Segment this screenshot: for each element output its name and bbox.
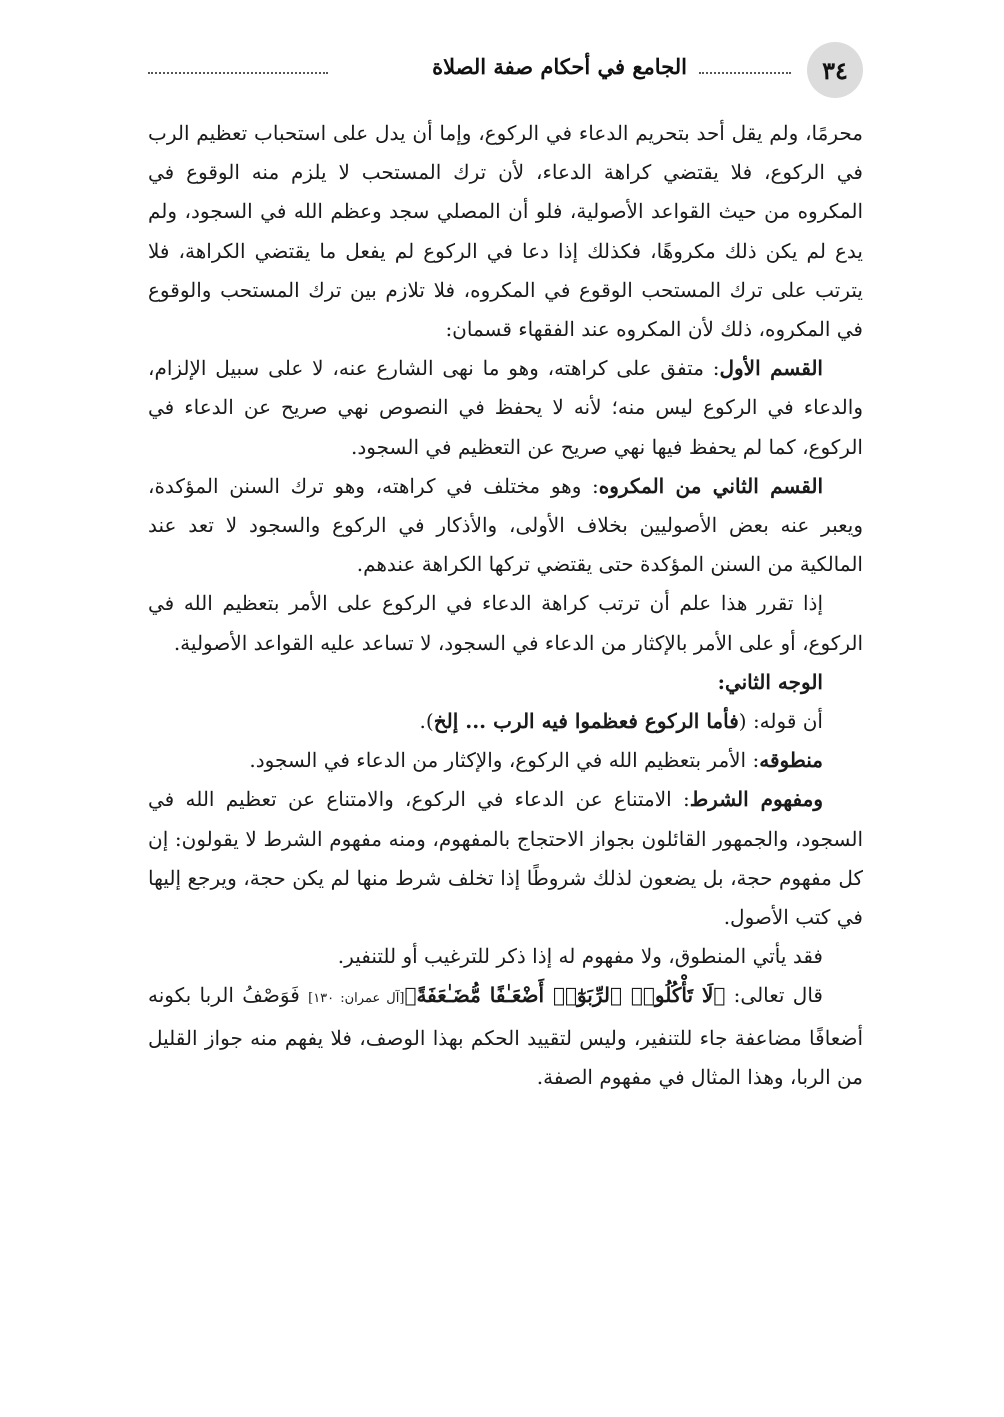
term-explicit-meaning: منطوقه — [759, 748, 823, 773]
paragraph-first-category: القسم الأول: متفق على كراهته، وهو ما نهى الشارع عنه، لا على سبيل الإلزام، والدعاء في الركوع ليس منه؛ لأنه لا يحفظ في النصوص نهي صريح عن الدعاء في الركوع، كما لم يحفظ فيها نهي صريح عن التعظيم في السجود. — [148, 356, 863, 459]
paragraph-no-implication: فقد يأتي المنطوق، ولا مفهوم له إذا ذكر للترغيب أو للتنفير. — [337, 944, 823, 969]
term-conditional-implication: ومفهوم الشرط — [689, 787, 823, 812]
page-number: ٣٤ — [807, 42, 863, 98]
term-first-category: القسم الأول — [719, 356, 823, 381]
section-heading-second-aspect: الوجه الثاني: — [717, 669, 823, 694]
paragraph-explicit-meaning: منطوقه: الأمر بتعظيم الله في الركوع، والإكثار من الدعاء في السجود. — [249, 748, 823, 773]
body-text — [148, 114, 863, 1097]
term-second-category: القسم الثاني من المكروه — [598, 473, 823, 498]
paragraph-second-category: القسم الثاني من المكروه: وهو مختلف في كراهته، وهو ترك السنن المؤكدة، ويعبر عنه بعض الأصوليين بخلاف الأولى، والأذكار في الركوع والسجود لا تعد عند المالكية من السنن المؤكدة حتى يقتضي تركها الكراهة عندهم. — [148, 473, 863, 577]
header-dotted-rule-left — [148, 72, 328, 74]
paragraph-conditional-implication: ومفهوم الشرط: الامتناع عن الدعاء في الركوع، والامتناع عن تعظيم الله في السجود، والجمهور القائلون بجواز الاحتجاج بالمفهوم، ومنه مفهوم الشرط لا يقولون: إن كل مفهوم حجة، بل يضعون لذلك شروطًا إذا تخلف شرط منها لم يكن حجة، ويرجع إليها في كتب الأصول. — [148, 787, 864, 930]
verse-citation: [آل عمران: ١٣٠] — [308, 991, 405, 1007]
page-header — [148, 42, 863, 102]
header-dotted-rule-right — [699, 72, 791, 74]
paragraph-quran-example: قال تعالى: ﴿لَا تَأْكُلُوا۟ ٱلرِّبَوٰٓا۟ أَضْعَـٰفًا مُّضَـٰعَفَةً﴾[آل عمران: ١٣٠] فَوَصْفُ الربا بكونه أضعافًا مضاعفة جاء للتنفير، وليس لتقييد الحكم بهذا الوصف، فلا يفهم منه جواز القليل من الربا، وهذا المثال في مفهوم الصفة. — [148, 983, 863, 1089]
paragraph-hadith-quote: أن قوله: (فأما الركوع فعظموا فيه الرب ... إلخ). — [419, 709, 823, 734]
paragraph-conclusion: إذا تقرر هذا علم أن ترتب كراهة الدعاء في الركوع على الأمر بتعظيم الله في الركوع، أو على الأمر بالإكثار من الدعاء في السجود، لا تساعد عليه القواعد الأصولية. — [148, 591, 863, 655]
quran-verse: ﴿لَا تَأْكُلُوا۟ ٱلرِّبَوٰٓا۟ أَضْعَـٰفًا مُّضَـٰعَفَةً﴾ — [404, 983, 726, 1008]
hadith-quote: فأما الركوع فعظموا فيه الرب ... إلخ — [433, 709, 739, 734]
running-title: الجامع في أحكام صفة الصلاة — [432, 54, 687, 79]
paragraph-continuation: محرمًا، ولم يقل أحد بتحريم الدعاء في الركوع، وإما أن يدل على استحباب تعظيم الرب في الركوع، فلا يقتضي كراهة الدعاء، لأن ترك المستحب لا يلزم منه الوقوع في المكروه من حيث القواعد الأصولية، فلو أن المصلي سجد وعظم الله في السجود، ولم يدع لم يكن ذلك مكروهًا، فكذلك إذا دعا في الركوع لم يفعل ما يقتضي الكراهة، فلا يترتب على ترك المستحب الوقوع في المكروه، فلا تلازم بين ترك المستحب والوقوع في المكروه، ذلك لأن المكروه عند الفقهاء قسمان: — [148, 121, 863, 342]
